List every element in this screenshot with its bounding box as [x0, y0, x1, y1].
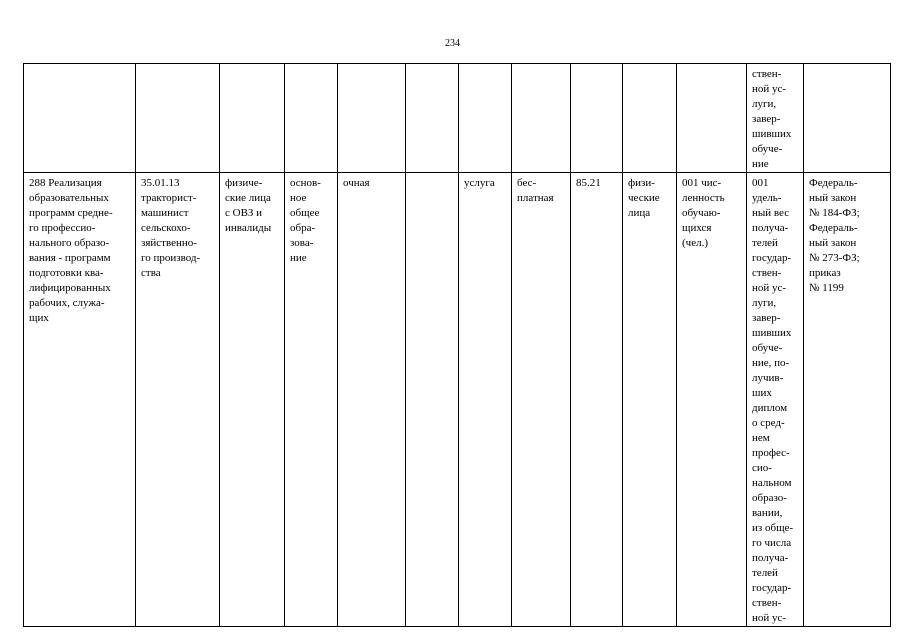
cell-text-line: из обще-: [752, 522, 794, 534]
cell-text-line: ние: [290, 252, 307, 264]
cell-text-line: очная: [343, 177, 370, 189]
cell-text-line: с ОВЗ и: [225, 207, 263, 219]
cell-text-line: приказ: [809, 267, 841, 279]
cell-text-line: лица: [628, 207, 651, 219]
cell-text-line: го производ-: [141, 252, 201, 264]
cell-text-line: Федераль-: [809, 222, 858, 234]
cell-text-line: нальном: [752, 477, 792, 489]
cell-text-line: 85.21: [576, 177, 601, 189]
cell-empty: [136, 64, 220, 173]
cell-empty: [804, 64, 891, 173]
cell-volume-indicator: [677, 173, 747, 627]
cell-type: [459, 173, 512, 627]
cell-empty: [220, 64, 285, 173]
cell-text-line: Федераль-: [809, 177, 858, 189]
cell-text-line: профес-: [752, 447, 790, 459]
cell-indicator-continuation: [747, 64, 804, 173]
cell-text-line: ствен-: [752, 267, 782, 279]
table-row: [24, 173, 891, 627]
cell-text-line: зова-: [290, 237, 314, 249]
cell-okved-code: [571, 173, 623, 627]
cell-text-line: получа-: [752, 222, 789, 234]
cell-text-line: вании,: [752, 507, 783, 519]
cell-text-line: программ средне-: [29, 207, 113, 219]
cell-text-line: образо-: [752, 492, 787, 504]
cell-text-line: ной ус-: [752, 612, 787, 624]
cell-text-line: рабочих, служа-: [29, 297, 105, 309]
cell-text-line: обра-: [290, 222, 316, 234]
cell-text-line: 001: [752, 177, 769, 189]
cell-text-line: обучаю-: [682, 207, 721, 219]
cell-text-line: завер-: [752, 312, 781, 324]
cell-text-line: государ-: [752, 252, 792, 264]
cell-text-line: зяйственно-: [141, 237, 197, 249]
cell-text-line: тракторист-: [141, 192, 197, 204]
cell-text-line: ства: [141, 267, 161, 279]
cell-payment: [512, 173, 571, 627]
cell-text-line: 001 чис-: [682, 177, 722, 189]
cell-text-line: бес-: [517, 177, 537, 189]
cell-text-line: ствен-: [752, 597, 782, 609]
cell-text-line: инвалиды: [225, 222, 272, 234]
cell-empty: [406, 64, 459, 173]
cell-education-level: [285, 173, 338, 627]
cell-text-line: подготовки ква-: [29, 267, 104, 279]
cell-empty: [285, 64, 338, 173]
cell-text-line: ной ус-: [752, 282, 787, 294]
cell-text-line: щихся: [682, 222, 712, 234]
cell-text-line: шивших: [752, 327, 792, 339]
cell-text-line: сио-: [752, 462, 772, 474]
cell-text-line: сельскохо-: [141, 222, 191, 234]
cell-text-line: № 273-ФЗ;: [809, 252, 860, 264]
cell-text-line: получа-: [752, 552, 789, 564]
cell-empty: [571, 64, 623, 173]
cell-text-line: луги,: [752, 98, 777, 110]
cell-quality-indicator: [747, 173, 804, 627]
services-table: [23, 63, 891, 627]
cell-empty: [512, 64, 571, 173]
cell-text-line: луги,: [752, 297, 777, 309]
cell-text-line: машинист: [141, 207, 189, 219]
cell-text-line: № 1199: [809, 282, 844, 294]
cell-text-line: ческие: [628, 192, 660, 204]
cell-text-line: телей: [752, 567, 778, 579]
cell-empty: [406, 173, 459, 627]
cell-text-line: го профессио-: [29, 222, 96, 234]
cell-text-line: ленность: [682, 192, 725, 204]
cell-text-line: телей: [752, 237, 778, 249]
cell-text-line: лифицированных: [29, 282, 111, 294]
cell-text-line: платная: [517, 192, 554, 204]
cell-empty: [24, 64, 136, 173]
cell-text-line: щих: [29, 312, 49, 324]
cell-empty: [338, 64, 406, 173]
cell-text-line: обуче-: [752, 342, 783, 354]
cell-text-line: обуче-: [752, 143, 783, 155]
cell-text-line: физиче-: [225, 177, 263, 189]
cell-text-line: завер-: [752, 113, 781, 125]
cell-text-line: нем: [752, 432, 770, 444]
cell-text-line: ный вес: [752, 207, 790, 219]
cell-service-name: [24, 173, 136, 627]
cell-text-line: № 184-ФЗ;: [809, 207, 860, 219]
cell-text-line: ный закон: [809, 237, 857, 249]
cell-text-line: общее: [290, 207, 320, 219]
cell-text-line: физи-: [628, 177, 655, 189]
cell-text-line: ние: [752, 158, 769, 170]
cell-text-line: основ-: [290, 177, 321, 189]
table-row-continuation: [24, 64, 891, 173]
cell-empty: [677, 64, 747, 173]
cell-text-line: государ-: [752, 582, 792, 594]
cell-text-line: (чел.): [682, 237, 708, 249]
cell-text-line: услуга: [464, 177, 495, 189]
cell-consumer-category: [220, 173, 285, 627]
cell-text-line: 35.01.13: [141, 177, 180, 189]
cell-text-line: ские лица: [225, 192, 271, 204]
cell-text-line: образовательных: [29, 192, 109, 204]
cell-profession-code: [136, 173, 220, 627]
cell-text-line: ное: [290, 192, 307, 204]
cell-empty: [623, 64, 677, 173]
cell-text-line: о сред-: [752, 417, 785, 429]
cell-text-line: шивших: [752, 128, 792, 140]
cell-text-line: ние, по-: [752, 357, 790, 369]
cell-text-line: го числа: [752, 537, 792, 549]
cell-text-line: ный закон: [809, 192, 857, 204]
cell-recipients: [623, 173, 677, 627]
cell-legal-basis: [804, 173, 891, 627]
cell-text-line: удель-: [752, 192, 782, 204]
cell-text-line: ствен-: [752, 68, 782, 80]
cell-text-line: лучив-: [752, 372, 784, 384]
cell-text-line: диплом: [752, 402, 788, 414]
cell-text-line: ной ус-: [752, 83, 787, 95]
cell-empty: [459, 64, 512, 173]
page-number: 234: [445, 38, 460, 49]
cell-text-line: 288 Реализация: [29, 177, 102, 189]
cell-text-line: нального образо-: [29, 237, 110, 249]
cell-study-form: [338, 173, 406, 627]
cell-text-line: вания - программ: [29, 252, 111, 264]
cell-text-line: ших: [752, 387, 772, 399]
